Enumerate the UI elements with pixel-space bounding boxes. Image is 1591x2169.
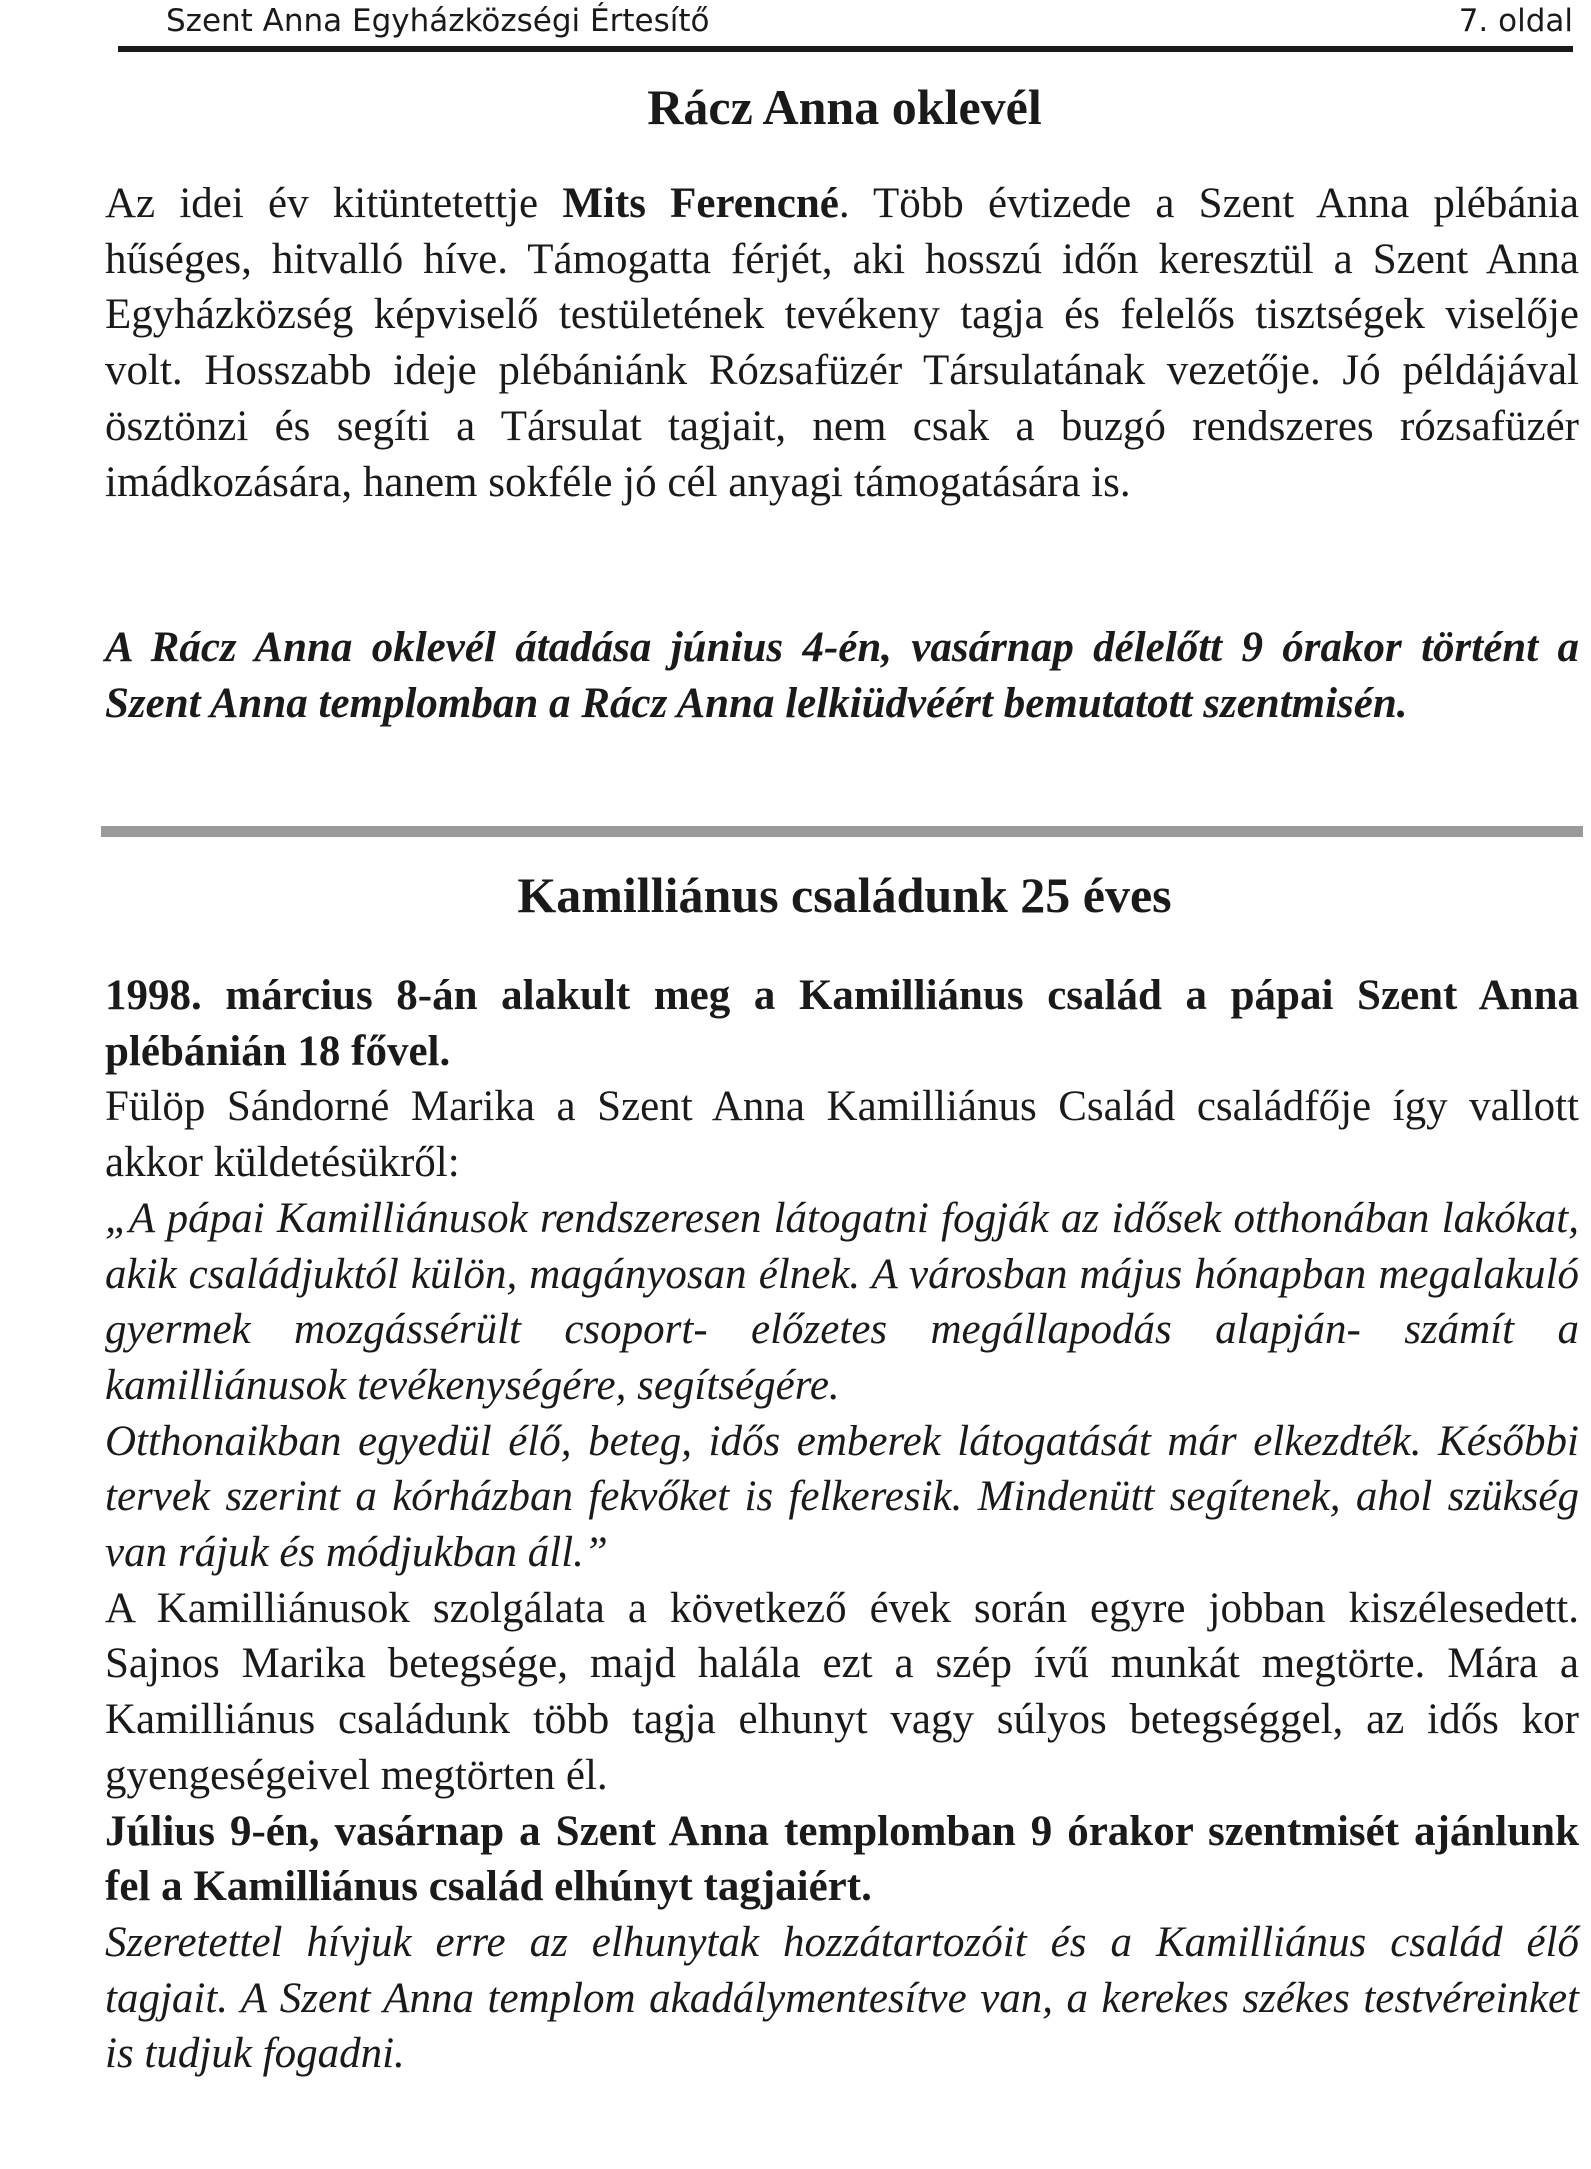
- article-body-racz-anna: [105, 176, 1579, 510]
- article-body-kamillianus: [105, 968, 1579, 2082]
- intro-text-start: Az idei év kitüntetettje: [105, 180, 563, 227]
- quote-paragraph-2: Otthonaikban egyedül élő, beteg, idős emberek látogatását már elkezdték. Későbbi tervek szerint a kórházban fekvőket is felkeresik. Mindenütt segítenek, ahol szükség van rájuk és módjukban áll.”: [105, 1417, 1579, 1577]
- paragraph-history: A Kamilliánusok szolgálata a következő évek során egyre jobban kiszélesedett. Sajnos Marika betegsége, majd halála ezt a szép ívű munkát megtörte. Mára a Kamilliánus családunk több tagja elhunyt vagy súlyos betegséggel, az idős kor gyengeségeivel megtörten él.: [105, 1584, 1579, 1799]
- award-announcement: A Rácz Anna oklevél átadása június 4-én, vasárnap délelőtt 9 órakor történt a Szent Anna templomban a Rácz Anna lelkiüdvéért bemutatott szentmisén.: [105, 624, 1579, 727]
- lead-paragraph: 1998. március 8-án alakult meg a Kamilliánus család a pápai Szent Anna plébánián 18 fővel.: [105, 972, 1579, 1075]
- quote-paragraph-1: „A pápai Kamilliánusok rendszeresen látogatni fogják az idősek otthonában lakókat, akik családjuktól külön, magányosan élnek. A városban május hónapban megalakuló gyermek mozgássérült csoport- előzetes megállapodás alapján- számít a kamilliánusok tevékenységére, segítségére.: [105, 1194, 1579, 1409]
- mass-announcement: Július 9-én, vasárnap a Szent Anna templomban 9 órakor szentmisét ajánlunk fel a Kamilliánus család elhúnyt tagjaiért.: [105, 1807, 1579, 1911]
- article-title-racz-anna: Rácz Anna oklevél: [647, 79, 1042, 135]
- paragraph-founder: Fülöp Sándorné Marika a Szent Anna Kamilliánus Család családfője így vallott akkor küldetésükről:: [105, 1083, 1579, 1187]
- page-number: 7. oldal: [1458, 3, 1573, 39]
- page-header: [118, 0, 1573, 50]
- article-title-kamillianus: Kamilliánus családunk 25 éves: [517, 867, 1172, 923]
- intro-text-rest: . Több évtizede a Szent Anna plébánia hűséges, hitvalló híve. Támogatta férjét, aki hosszú időn keresztül a Szent Anna Egyházközség képviselő testületének tevékeny tagja és felelős tisztségek viselője volt. Hosszabb ideje plébániánk Rózsafüzér Társulatának vezetője. Jó példájával ösztönzi és segíti a Társulat tagjait, nem csak a buzgó rendszeres rózsafüzér imádkozására, hanem sokféle jó cél anyagi támogatására is.: [105, 180, 1579, 506]
- publication-name: Szent Anna Egyházközségi Értesítő: [166, 3, 710, 39]
- awardee-name: Mits Ferencné: [562, 180, 839, 227]
- invitation-paragraph: Szeretettel hívjuk erre az elhunytak hozzátartozóit és a Kamilliánus család élő tagjait. A Szent Anna templom akadálymentesítve van, a kerekes székes testvéreinket is tudjuk fogadni.: [105, 1918, 1579, 2078]
- section-divider: [101, 826, 1583, 837]
- header-rule: [118, 46, 1573, 52]
